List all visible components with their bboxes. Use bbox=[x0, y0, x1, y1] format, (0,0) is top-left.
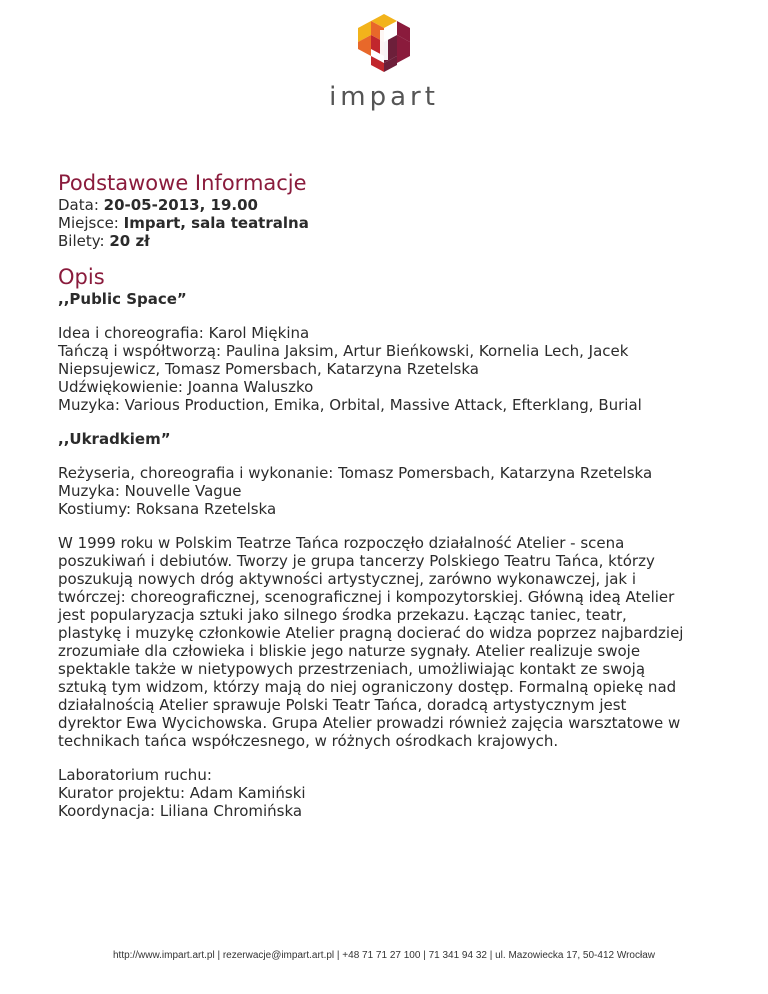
about-line: działalnością Atelier sprawuje Polski Teatr Tańca, doradcą artystycznym jest bbox=[58, 696, 627, 714]
show2-line: Reżyseria, choreografia i wykonanie: Tomasz Pomersbach, Katarzyna Rzetelska bbox=[58, 464, 653, 482]
date-line bbox=[58, 196, 718, 214]
about-line: poszukiwań i debiutów. Tworzy je grupa tancerzy Polskiego Teatru Tańca, którzy bbox=[58, 552, 655, 570]
footer-contact: http://www.impart.art.pl | rezerwacje@impart.art.pl | +48 71 71 27 100 | 71 341 94 32 | ul. Mazowiecka 17, 50-412 Wrocław bbox=[112, 950, 656, 961]
show1-line: Tańczą i współtworzą: Paulina Jaksim, Artur Bieńkowski, Kornelia Lech, Jacek bbox=[58, 342, 629, 360]
show2-line: Kostiumy: Roksana Rzetelska bbox=[58, 500, 277, 518]
about-line: spektakle także w nietypowych przestrzeniach, umożliwiając kontakt ze swoją bbox=[58, 660, 646, 678]
opis-heading: Opis bbox=[58, 265, 105, 289]
date-value: 20-05-2013, 19.00 bbox=[103, 196, 258, 214]
place-label: Miejsce: bbox=[58, 214, 124, 232]
place-value: Impart, sala teatralna bbox=[123, 214, 309, 232]
show1-line: Idea i choreografia: Karol Miękina bbox=[58, 324, 310, 342]
about-line: W 1999 roku w Polskim Teatrze Tańca rozpoczęło działalność Atelier - scena bbox=[58, 534, 625, 552]
about-line: poszukują nowych dróg aktywności artystycznej, zarówno wykonawczej, jak i bbox=[58, 570, 637, 588]
about-line: plastykę i muzykę członkowie Atelier pragną docierać do widza poprzez najbardziej bbox=[58, 624, 684, 642]
credits-line: Laboratorium ruchu: bbox=[58, 766, 212, 784]
info-heading: Podstawowe Informacje bbox=[58, 171, 307, 195]
about-line: technikach tańca współczesnego, w różnych ośrodkach krajowych. bbox=[58, 732, 559, 750]
show1-line: Udźwiękowienie: Joanna Waluszko bbox=[58, 378, 314, 396]
about-line: dyrektor Ewa Wycichowska. Grupa Atelier prowadzi również zajęcia warsztatowe w bbox=[58, 714, 681, 732]
main-content bbox=[58, 170, 718, 820]
logo-wordmark: impart bbox=[329, 82, 439, 112]
about-line: twórczej: choreograficznej, scenograficznej i kompozytorskiej. Główną ideą Atelier bbox=[58, 588, 675, 606]
tickets-line bbox=[58, 232, 718, 250]
impart-logo-icon bbox=[355, 12, 413, 74]
date-label: Data: bbox=[58, 196, 104, 214]
tickets-label: Bilety: bbox=[58, 232, 110, 250]
credits-line: Kurator projektu: Adam Kamiński bbox=[58, 784, 306, 802]
logo bbox=[0, 12, 768, 112]
about-line: sztuką tym widzom, którzy mają do niej ograniczony dostęp. Formalną opiekę nad bbox=[58, 678, 677, 696]
show1-line: Muzyka: Various Production, Emika, Orbital, Massive Attack, Efterklang, Burial bbox=[58, 396, 642, 414]
tickets-value: 20 zł bbox=[109, 232, 150, 250]
place-line bbox=[58, 214, 718, 232]
about-line: jest popularyzacja sztuki jako silnego środka przekazu. Łącząc taniec, teatr, bbox=[58, 606, 627, 624]
about-line: zrozumiałe dla człowieka i bliskie jego naturze sygnały. Atelier realizuje swoje bbox=[58, 642, 641, 660]
credits-line: Koordynacja: Liliana Chromińska bbox=[58, 802, 303, 820]
show2-line: Muzyka: Nouvelle Vague bbox=[58, 482, 242, 500]
show2-title: ,,Ukradkiem” bbox=[58, 430, 171, 448]
show1-title: ,,Public Space” bbox=[58, 290, 187, 308]
show1-line: Niepsujewicz, Tomasz Pomersbach, Katarzyna Rzetelska bbox=[58, 360, 479, 378]
